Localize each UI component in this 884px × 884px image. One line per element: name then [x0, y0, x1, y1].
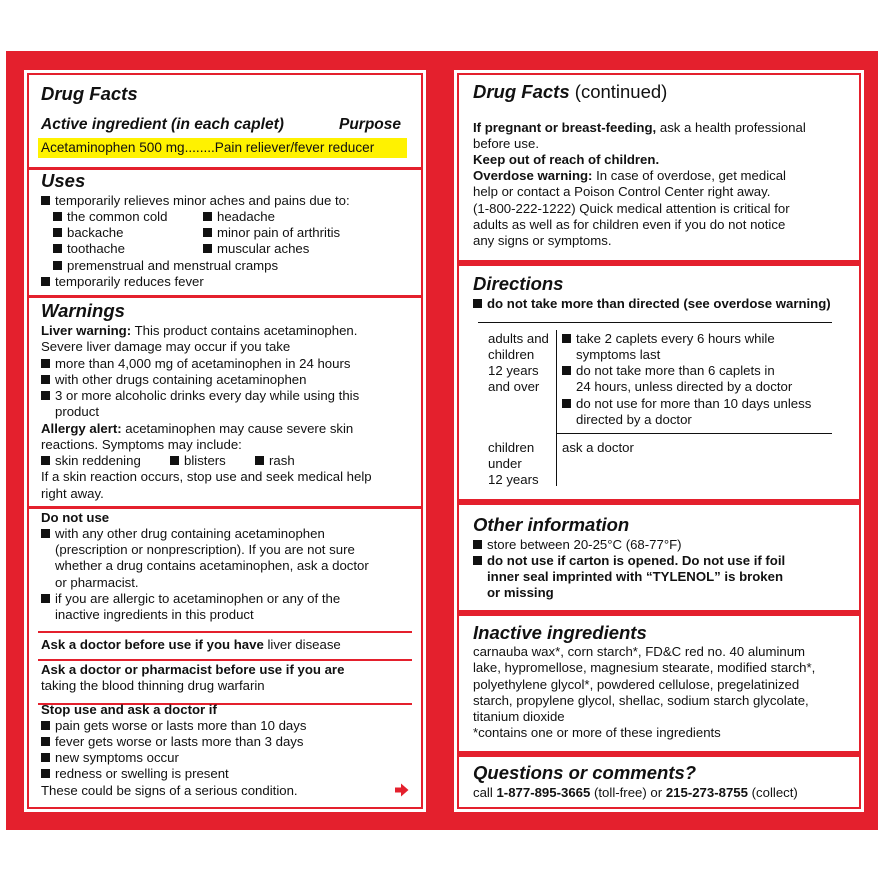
- direction-item: do not use for more than 10 days unless: [562, 396, 811, 412]
- inactive-line: starch, propylene glycol, shellac, sodium starch glycolate,: [473, 693, 809, 708]
- inactive-line: titanium dioxide: [473, 709, 565, 724]
- children-text: ask a doctor: [562, 440, 634, 455]
- adults-label: children: [488, 347, 535, 362]
- carton-warning: do not use if carton is opened. Do not use if foil: [473, 553, 785, 569]
- liver-item: with other drugs containing acetaminophen: [41, 372, 306, 388]
- do-not-use-item: with any other drug containing acetaminophen: [41, 526, 325, 542]
- separator: [29, 167, 421, 170]
- symptom-item: rash: [255, 453, 295, 469]
- directions-heading: Directions: [473, 273, 564, 294]
- direction-item: take 2 caplets every 6 hours while: [562, 331, 775, 347]
- other-information-heading: Other information: [473, 514, 630, 535]
- carton-warning-line: inner seal imprinted with “TYLENOL” is broken: [487, 569, 784, 584]
- inactive-line: carnauba wax*, corn starch*, FD&C red no. 40 aluminum: [473, 644, 806, 659]
- uses-intro: temporarily relieves minor aches and pains due to:: [41, 193, 350, 209]
- pregnant-line2: before use.: [473, 136, 539, 151]
- ask-pharmacist-heading: Ask a doctor or pharmacist before use if you are: [41, 662, 345, 677]
- separator: [29, 506, 421, 509]
- do-not-use-item: if you are allergic to acetaminophen or any of the: [41, 591, 340, 607]
- do-not-use-line: whether a drug contains acetaminophen, ask a doctor: [55, 558, 369, 573]
- directions-intro: do not take more than directed (see overdose warning): [473, 296, 831, 312]
- store-line: store between 20-25°C (68-77°F): [473, 537, 682, 553]
- table-rule: [478, 322, 832, 323]
- separator: [459, 260, 859, 266]
- overdose-line: (1-800-222-1222) Quick medical attention is critical for: [473, 201, 790, 216]
- use-item: minor pain of arthritis: [203, 225, 340, 241]
- ask-doctor: Ask a doctor before use if you have liver disease: [41, 637, 341, 652]
- adults-label: 12 years: [488, 363, 539, 378]
- do-not-use-heading: Do not use: [41, 510, 110, 525]
- active-ingredient-heading: Active ingredient (in each caplet): [41, 116, 284, 133]
- liver-item-cont: product: [55, 404, 99, 419]
- keep-out-of-reach: Keep out of reach of children.: [473, 152, 660, 167]
- do-not-use-line: (prescription or nonprescription). If you are not sure: [55, 542, 355, 557]
- allergy-line: reactions. Symptoms may include:: [41, 437, 242, 452]
- overdose-line: help or contact a Poison Control Center right away.: [473, 184, 771, 199]
- liver-item: more than 4,000 mg of acetaminophen in 24 hours: [41, 356, 350, 372]
- stop-use-heading: Stop use and ask a doctor if: [41, 702, 217, 717]
- allergy-alert: Allergy alert: acetaminophen may cause severe skin: [41, 421, 354, 436]
- do-not-use-line: or pharmacist.: [55, 575, 139, 590]
- questions-heading: Questions or comments?: [473, 762, 697, 783]
- table-rule: [556, 330, 557, 486]
- liver-item: 3 or more alcoholic drinks every day while using this: [41, 388, 359, 404]
- inactive-line: lake, hypromellose, magnesium stearate, modified starch*,: [473, 660, 816, 675]
- stop-use-footer: These could be signs of a serious condition.: [41, 783, 298, 798]
- symptom-item: skin reddening: [41, 453, 141, 469]
- inactive-ingredients-heading: Inactive ingredients: [473, 622, 647, 643]
- separator: [459, 751, 859, 757]
- use-item: backache: [53, 225, 123, 241]
- direction-line: directed by a doctor: [576, 412, 692, 427]
- divider: [38, 631, 412, 633]
- direction-line: symptoms last: [576, 347, 661, 362]
- children-label: under: [488, 456, 522, 471]
- separator: [29, 295, 421, 298]
- symptom-item: blisters: [170, 453, 226, 469]
- right-arrow-icon: [395, 783, 409, 797]
- active-ingredient-line: Acetaminophen 500 mg........Pain reliever/fever reducer: [41, 140, 375, 155]
- use-item: premenstrual and menstrual cramps: [53, 258, 278, 274]
- warnings-heading: Warnings: [41, 300, 125, 321]
- phone-toll-free: 1-877-895-3665: [496, 785, 591, 800]
- pregnant-line: If pregnant or breast-feeding, ask a health professional: [473, 120, 806, 135]
- separator: [459, 610, 859, 616]
- stop-use-item: redness or swelling is present: [41, 766, 229, 782]
- children-label: children: [488, 440, 535, 455]
- purpose-heading: Purpose: [339, 116, 402, 133]
- direction-item: do not take more than 6 caplets in: [562, 363, 775, 379]
- adults-label: and over: [488, 379, 540, 394]
- inactive-line: polyethylene glycol*, powdered cellulose, pregelatinized: [473, 677, 800, 692]
- do-not-use-line: inactive ingredients in this product: [55, 607, 254, 622]
- stop-use-item: new symptoms occur: [41, 750, 179, 766]
- uses-fever: temporarily reduces fever: [41, 274, 204, 290]
- overdose-warning: Overdose warning: In case of overdose, get medical: [473, 168, 786, 183]
- ask-pharmacist-text: taking the blood thinning drug warfarin: [41, 678, 265, 693]
- drug-facts-continued-title: Drug Facts (continued): [473, 81, 668, 102]
- drug-facts-title: Drug Facts: [41, 83, 138, 104]
- questions-call: call 1-877-895-3665 (toll-free) or 215-273-8755 (collect): [473, 785, 798, 800]
- stop-use-item: fever gets worse or lasts more than 3 days: [41, 734, 303, 750]
- use-item: the common cold: [53, 209, 167, 225]
- uses-heading: Uses: [41, 170, 86, 191]
- reaction-line: If a skin reaction occurs, stop use and seek medical help: [41, 469, 372, 484]
- adults-label: adults and: [488, 331, 549, 346]
- liver-warning-line: Severe liver damage may occur if you take: [41, 339, 291, 354]
- stop-use-item: pain gets worse or lasts more than 10 days: [41, 718, 306, 734]
- phone-collect: 215-273-8755: [665, 785, 748, 800]
- carton-warning-line: or missing: [487, 585, 554, 600]
- reaction-line: right away.: [41, 486, 104, 501]
- use-item: headache: [203, 209, 275, 225]
- divider: [38, 659, 412, 661]
- overdose-line: adults as well as for children even if you do not notice: [473, 217, 786, 232]
- separator: [459, 499, 859, 505]
- table-rule: [556, 433, 832, 434]
- use-item: muscular aches: [203, 241, 309, 257]
- children-label: 12 years: [488, 472, 539, 487]
- liver-warning: Liver warning: This product contains acetaminophen.: [41, 323, 358, 338]
- direction-line: 24 hours, unless directed by a doctor: [576, 379, 793, 394]
- overdose-line: any signs or symptoms.: [473, 233, 612, 248]
- inactive-footnote: *contains one or more of these ingredients: [473, 725, 721, 740]
- use-item: toothache: [53, 241, 125, 257]
